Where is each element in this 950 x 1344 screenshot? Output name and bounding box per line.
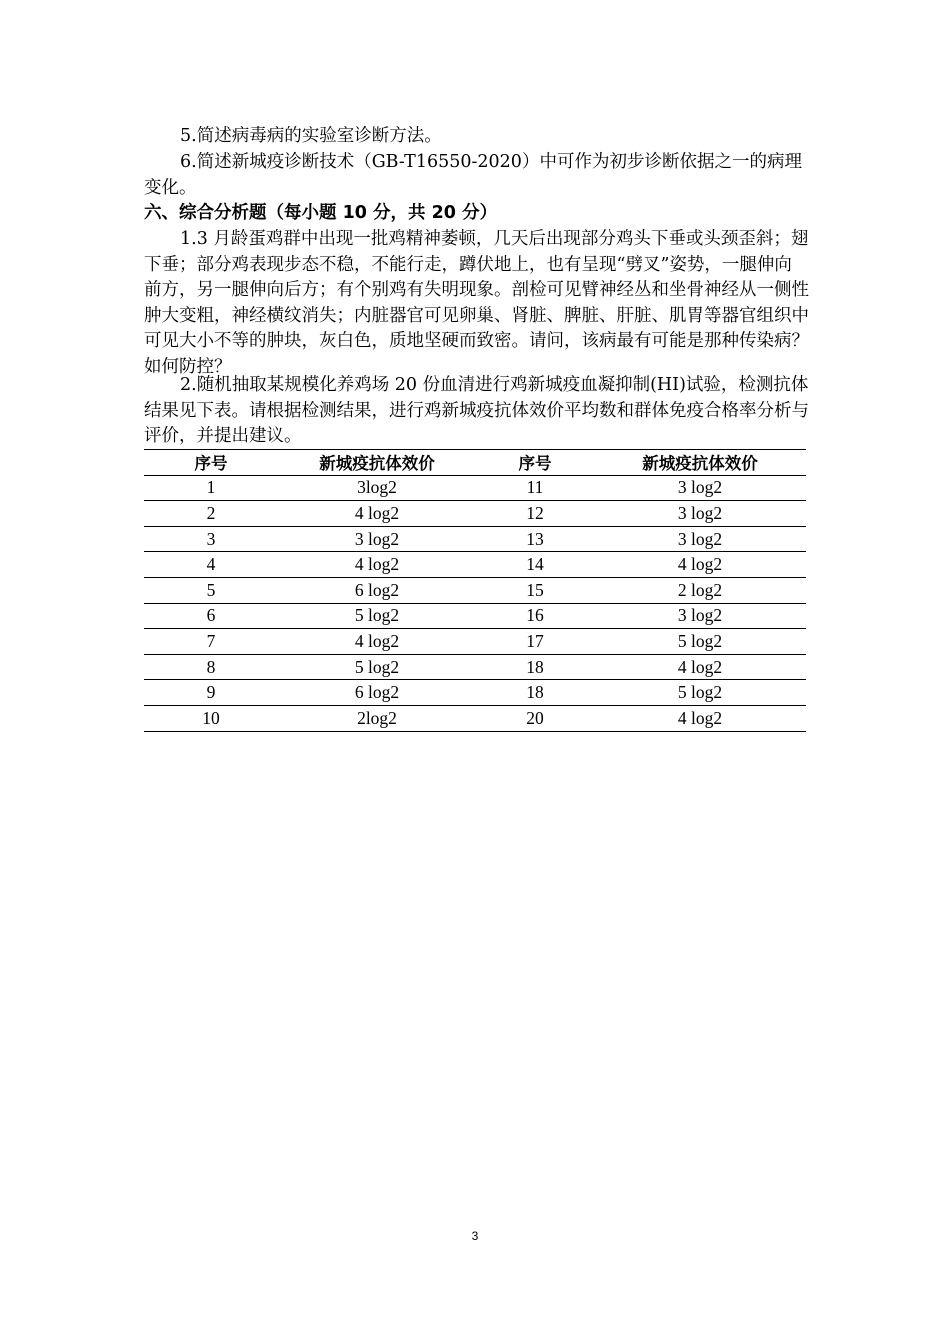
page-number: 3	[471, 1229, 479, 1243]
titer-cell: 2log2	[278, 705, 476, 731]
index-cell: 15	[476, 577, 594, 603]
table-row	[144, 680, 806, 706]
table-row	[144, 577, 806, 603]
question-6: 6.简述新城疫诊断技术（GB-T16550-2020）中可作为初步诊断依据之一的病理变化。	[144, 152, 802, 198]
index-cell: 18	[476, 680, 594, 706]
table-body	[144, 475, 806, 731]
titer-cell: 4 log2	[594, 705, 806, 731]
titer-cell: 5 log2	[278, 603, 476, 629]
titer-cell: 3 log2	[594, 526, 806, 552]
titer-cell: 5 log2	[278, 654, 476, 680]
index-cell: 1	[144, 475, 278, 501]
table-row	[144, 475, 806, 501]
index-cell: 14	[476, 552, 594, 578]
titer-cell: 4 log2	[278, 501, 476, 527]
table-row	[144, 705, 806, 731]
question-5: 5.简述病毒病的实验室诊断方法。	[180, 126, 442, 146]
titer-cell: 3 log2	[594, 603, 806, 629]
table-row	[144, 629, 806, 655]
index-cell: 17	[476, 629, 594, 655]
index-cell: 16	[476, 603, 594, 629]
index-cell: 11	[476, 475, 594, 501]
titer-cell: 4 log2	[594, 552, 806, 578]
table-row	[144, 654, 806, 680]
table-row	[144, 552, 806, 578]
index-cell: 2	[144, 501, 278, 527]
titer-cell: 3 log2	[594, 475, 806, 501]
titer-cell: 3 log2	[594, 501, 806, 527]
section-heading: 六、综合分析题（每小题 10 分，共 20 分）	[144, 203, 498, 223]
table-row	[144, 603, 806, 629]
titer-cell: 4 log2	[278, 629, 476, 655]
titer-cell: 4 log2	[594, 654, 806, 680]
index-cell: 18	[476, 654, 594, 680]
titer-cell: 3 log2	[278, 526, 476, 552]
titer-cell: 6 log2	[278, 680, 476, 706]
table-row	[144, 501, 806, 527]
table-row	[144, 526, 806, 552]
index-cell: 20	[476, 705, 594, 731]
index-cell: 5	[144, 577, 278, 603]
index-cell: 13	[476, 526, 594, 552]
header-index-1: 序号	[144, 450, 278, 476]
titer-cell: 6 log2	[278, 577, 476, 603]
analysis-question-2: 2.随机抽取某规模化养鸡场 20 份血清进行鸡新城疫血凝抑制(HI)试验，检测抗体结果见下表。请根据检测结果，进行鸡新城疫抗体效价平均数和群体免疫合格率分析与评价，并提出建议。	[144, 375, 809, 447]
index-cell: 10	[144, 705, 278, 731]
index-cell: 12	[476, 501, 594, 527]
header-titer-2: 新城疫抗体效价	[594, 450, 806, 476]
titer-cell: 5 log2	[594, 629, 806, 655]
index-cell: 7	[144, 629, 278, 655]
antibody-titer-table	[144, 449, 806, 732]
titer-cell: 4 log2	[278, 552, 476, 578]
titer-cell: 5 log2	[594, 680, 806, 706]
analysis-question-1: 1.3 月龄蛋鸡群中出现一批鸡精神萎顿，几天后出现部分鸡头下垂或头颈歪斜；翅下垂；部分鸡表现步态不稳，不能行走，蹲伏地上，也有呈现“劈叉”姿势，一腿伸向前方，另一腿伸向后方；有个别鸡有失明现象。剖检可见臂神经丛和坐骨神经从一侧性肿大变粗，神经横纹消失；内脏器官可见卵巢、肾脏、脾脏、肝脏、肌胃等器官组织中可见大小不等的肿块，灰白色，质地坚硬而致密。请问，该病最有可能是那种传染病？如何防控？	[144, 229, 809, 377]
index-cell: 4	[144, 552, 278, 578]
index-cell: 9	[144, 680, 278, 706]
index-cell: 8	[144, 654, 278, 680]
titer-cell: 3log2	[278, 475, 476, 501]
header-titer-1: 新城疫抗体效价	[278, 450, 476, 476]
header-index-2: 序号	[476, 450, 594, 476]
index-cell: 6	[144, 603, 278, 629]
table-header-row	[144, 450, 806, 476]
titer-cell: 2 log2	[594, 577, 806, 603]
index-cell: 3	[144, 526, 278, 552]
